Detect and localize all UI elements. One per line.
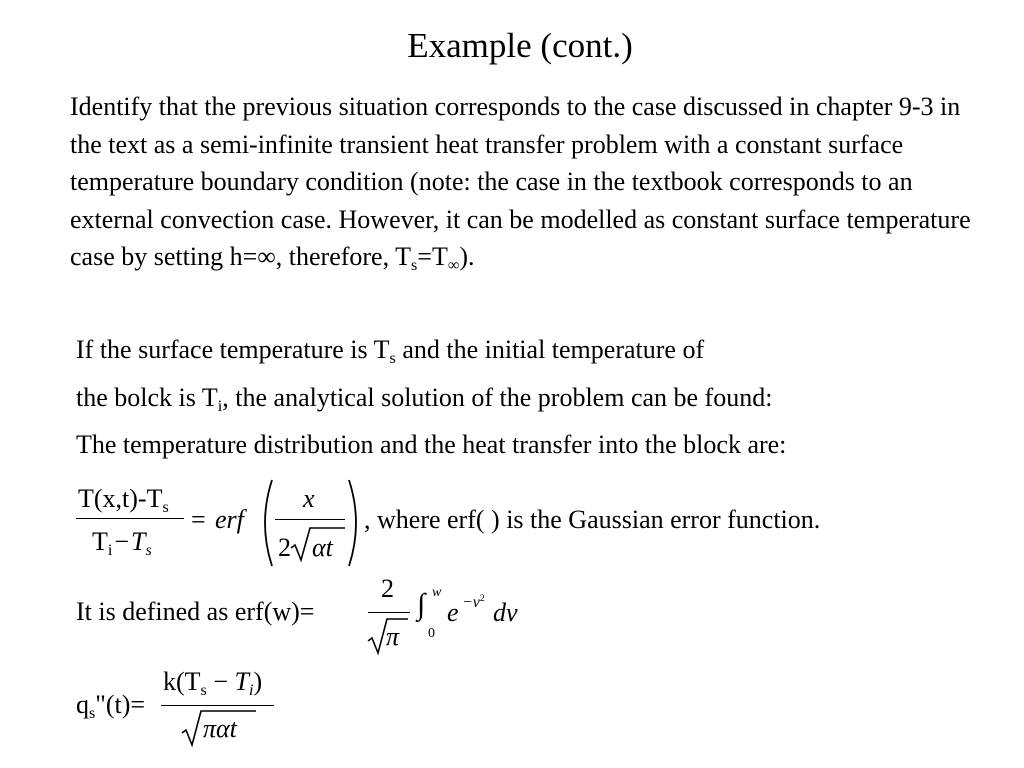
eq2-lower-limit: 0 <box>428 626 435 641</box>
line2-text-a: the bolck is T <box>76 383 218 412</box>
eq1-inner-den-rad: αt <box>312 533 333 562</box>
eq2-exp-pow: 2 <box>479 592 485 604</box>
eq3-num-close: ) <box>253 667 263 696</box>
eq1-den-T: T <box>92 527 108 556</box>
eq2-exp-text: −v <box>462 594 480 611</box>
equals-T: =T <box>417 242 448 272</box>
eq1-num-text: T(x,t)-T <box>78 484 163 513</box>
eq3-num-T: T <box>234 667 249 696</box>
eq3-q-sub: s <box>89 704 96 722</box>
eq1-numerator <box>78 484 169 514</box>
distribution-line: The temperature distribution and the heat transfer into the block are: <box>76 430 787 459</box>
eq2-upper-limit: w <box>432 585 442 600</box>
eq1-fraction-bar <box>76 518 184 519</box>
surface-temperature-line <box>76 335 704 365</box>
eq2-denominator: π <box>386 622 400 651</box>
line2-subscript: i <box>217 397 223 415</box>
eq3-fraction-bar <box>161 705 274 706</box>
subscript-s: s <box>411 257 418 275</box>
eq1-inner-fraction-bar <box>275 519 345 520</box>
eq1-left-paren <box>256 478 276 568</box>
eq1-trailing-text: , where erf( ) is the Gaussian error function. <box>364 505 821 534</box>
intro-paragraph-text: Identify that the previous situation corresponds to the case discussed in chapter 9-3 in the text as a semi-infinite transient heat transfer problem with a constant surface temperature boundary condition (note: the case in the textbook corresponds to an external convection case. However, it can be modelled as constant surface temperature case by setting h=∞, therefore, T <box>70 92 971 272</box>
subscript-infinity: ∞ <box>447 257 460 275</box>
line1-subscript: s <box>389 349 396 367</box>
slide-title: Example (cont.) <box>407 26 633 65</box>
eq3-q: q <box>76 690 89 719</box>
eq3-num-a: k(T <box>163 667 201 696</box>
initial-temperature-line <box>76 383 772 413</box>
eq2-integral-sign: ∫ <box>417 588 426 621</box>
eq1-den-sub-i: i <box>107 541 113 559</box>
eq2-dv: dv <box>493 598 518 627</box>
eq3-denominator: παt <box>203 714 237 743</box>
eq2-e: e <box>447 598 459 627</box>
eq3-num-sub-i: i <box>248 681 254 699</box>
eq1-inner-den-2: 2 <box>278 533 291 562</box>
eq3-num-minus: − <box>206 667 235 696</box>
eq1-den-sub-s: s <box>145 541 152 559</box>
eq3-q-rest: "(t)= <box>95 690 146 719</box>
eq1-num-sub: s <box>162 498 169 516</box>
eq1-den-minus: − <box>114 527 130 556</box>
line1-text-b: and the initial temperature of <box>395 335 705 364</box>
line1-text-a: If the surface temperature is T <box>76 335 390 364</box>
eq3-num-sub-s: s <box>200 681 207 699</box>
eq2-exponent <box>462 594 485 612</box>
eq1-equals: = <box>191 505 206 534</box>
eq1-den-Ts: T <box>131 527 146 556</box>
eq2-label: It is defined as erf(w)= <box>76 597 315 626</box>
line2-text-b: , the analytical solution of the problem can be found: <box>222 383 773 412</box>
intro-paragraph <box>70 88 990 276</box>
eq3-numerator <box>163 667 262 697</box>
eq3-lhs <box>76 690 145 720</box>
eq2-fraction-bar <box>368 612 410 613</box>
eq2-numerator: 2 <box>381 574 394 603</box>
eq1-right-paren <box>345 478 365 568</box>
eq1-inner-numerator: x <box>303 484 315 513</box>
eq1-erf: erf <box>215 505 244 534</box>
paragraph-end: ). <box>459 242 475 272</box>
eq1-denominator <box>92 527 152 557</box>
